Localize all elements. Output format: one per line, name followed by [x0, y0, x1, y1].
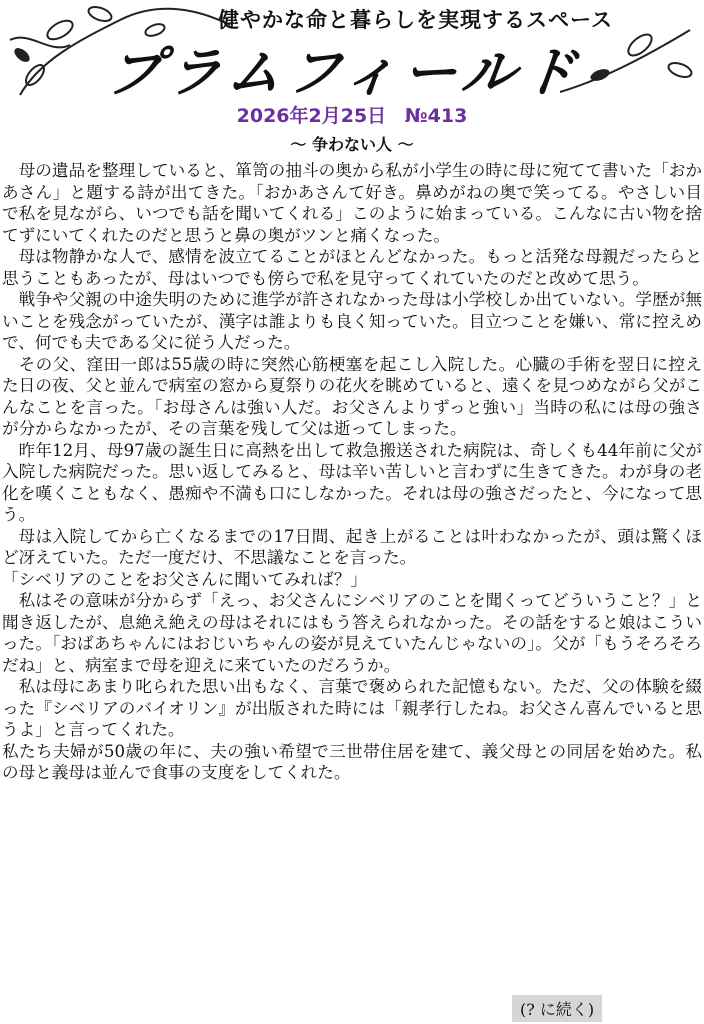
- paragraph: 私は母にあまり叱られた思い出もなく、言葉で褒められた記憶もない。ただ、父の体験を綴った『シベリアのバイオリン』が出版された時には「親孝行したね。お父さん喜んでいると思うよ」と言ってくれた。: [2, 677, 702, 739]
- quote-paragraph: 「シベリアのことをお父さんに聞いてみれば？」: [2, 569, 368, 589]
- masthead-tagline: 健やかな命と暮らしを実現するスペース: [218, 7, 613, 32]
- paragraph: その父、窪田一郎は55歳の時に突然心筋梗塞を起こし入院した。心臓の手術を翌日に控えた日の夜、父と並んで病室の窓から夏祭りの花火を眺めていると、遠くを見つめながら父がこんなことを言った。「お母さんは強い人だ。お父さんよりずっと強い」当時の私には母の強さが分からなかったが、その言葉を残して父は逝ってしまった。: [2, 354, 702, 438]
- paragraph: 私たち夫婦が50歳の年に、夫の強い希望で三世帯住居を建て、義父母との同居を始めた。私の母と義母は並んで食事の支度をしてくれた。: [2, 741, 702, 782]
- paragraph: 戦争や父親の中途失明のために進学が許されなかった母は小学校しか出ていない。学歴が無いことを残念がっていたが、漢字は誰よりも良く知っていた。目立つことを嫌い、常に控えめで、何でも夫である父に従う人だった。: [2, 290, 702, 352]
- issue-date: 2026年2月25日: [236, 105, 387, 127]
- continued-note: (? に続く): [512, 995, 602, 1022]
- issue-dateline: [0, 101, 704, 128]
- paragraph: 母の遺品を整理していると、箪笥の抽斗の奥から私が小学生の時に母に宛てて書いた「おかあさん」と題する詩が出てきた。「おかあさんて好き。鼻めがねの奥で笑ってる。やさしい目で私を見ながら、いつでも話を聞いてくれる」このように始まっている。こんなに古い物を捨てずにいてくれたのだと思うと鼻の奥がツンと痛くなった。: [2, 161, 702, 245]
- masthead-brand: プラムフィールド: [104, 41, 585, 104]
- issue-number: №413: [404, 105, 468, 127]
- paragraph: 母は物静かな人で、感情を波立てることがほとんどなかった。もっと活発な母親だったらと思うこともあったが、母はいつでも傍らで私を見守ってくれていたのだと改めて思う。: [2, 247, 702, 288]
- masthead: [0, 0, 704, 104]
- paragraph: 私はその意味が分からず「えっ、お父さんにシベリアのことを聞くってどういうこと？」と聞き返したが、息絶え絶えの母はそれにはもう答えられなかった。その話をすると娘はこういった。「おばあちゃんにはおじいちゃんの姿が見えていたんじゃないの」。父が「もうそろそろだね」と、病室まで母を迎えに来ていたのだろうか。: [2, 591, 702, 675]
- article-body: [2, 160, 702, 784]
- paragraph: 昨年12月、母97歳の誕生日に高熱を出して救急搬送された病院は、奇しくも44年前に父が入院した病院だった。思い返してみると、母は辛い苦しいと言わずに生きてきた。わが身の老化を嘆くこともなく、愚痴や不満も口にしなかった。それは母の強さだったと、今になって思う。: [2, 440, 702, 524]
- paragraph: 母は入院してから亡くなるまでの17日間、起き上がることは叶わなかったが、頭は驚くほど冴えていた。ただ一度だけ、不思議なことを言った。: [2, 526, 702, 567]
- article-title: ～ 争わない人 ～: [290, 135, 414, 154]
